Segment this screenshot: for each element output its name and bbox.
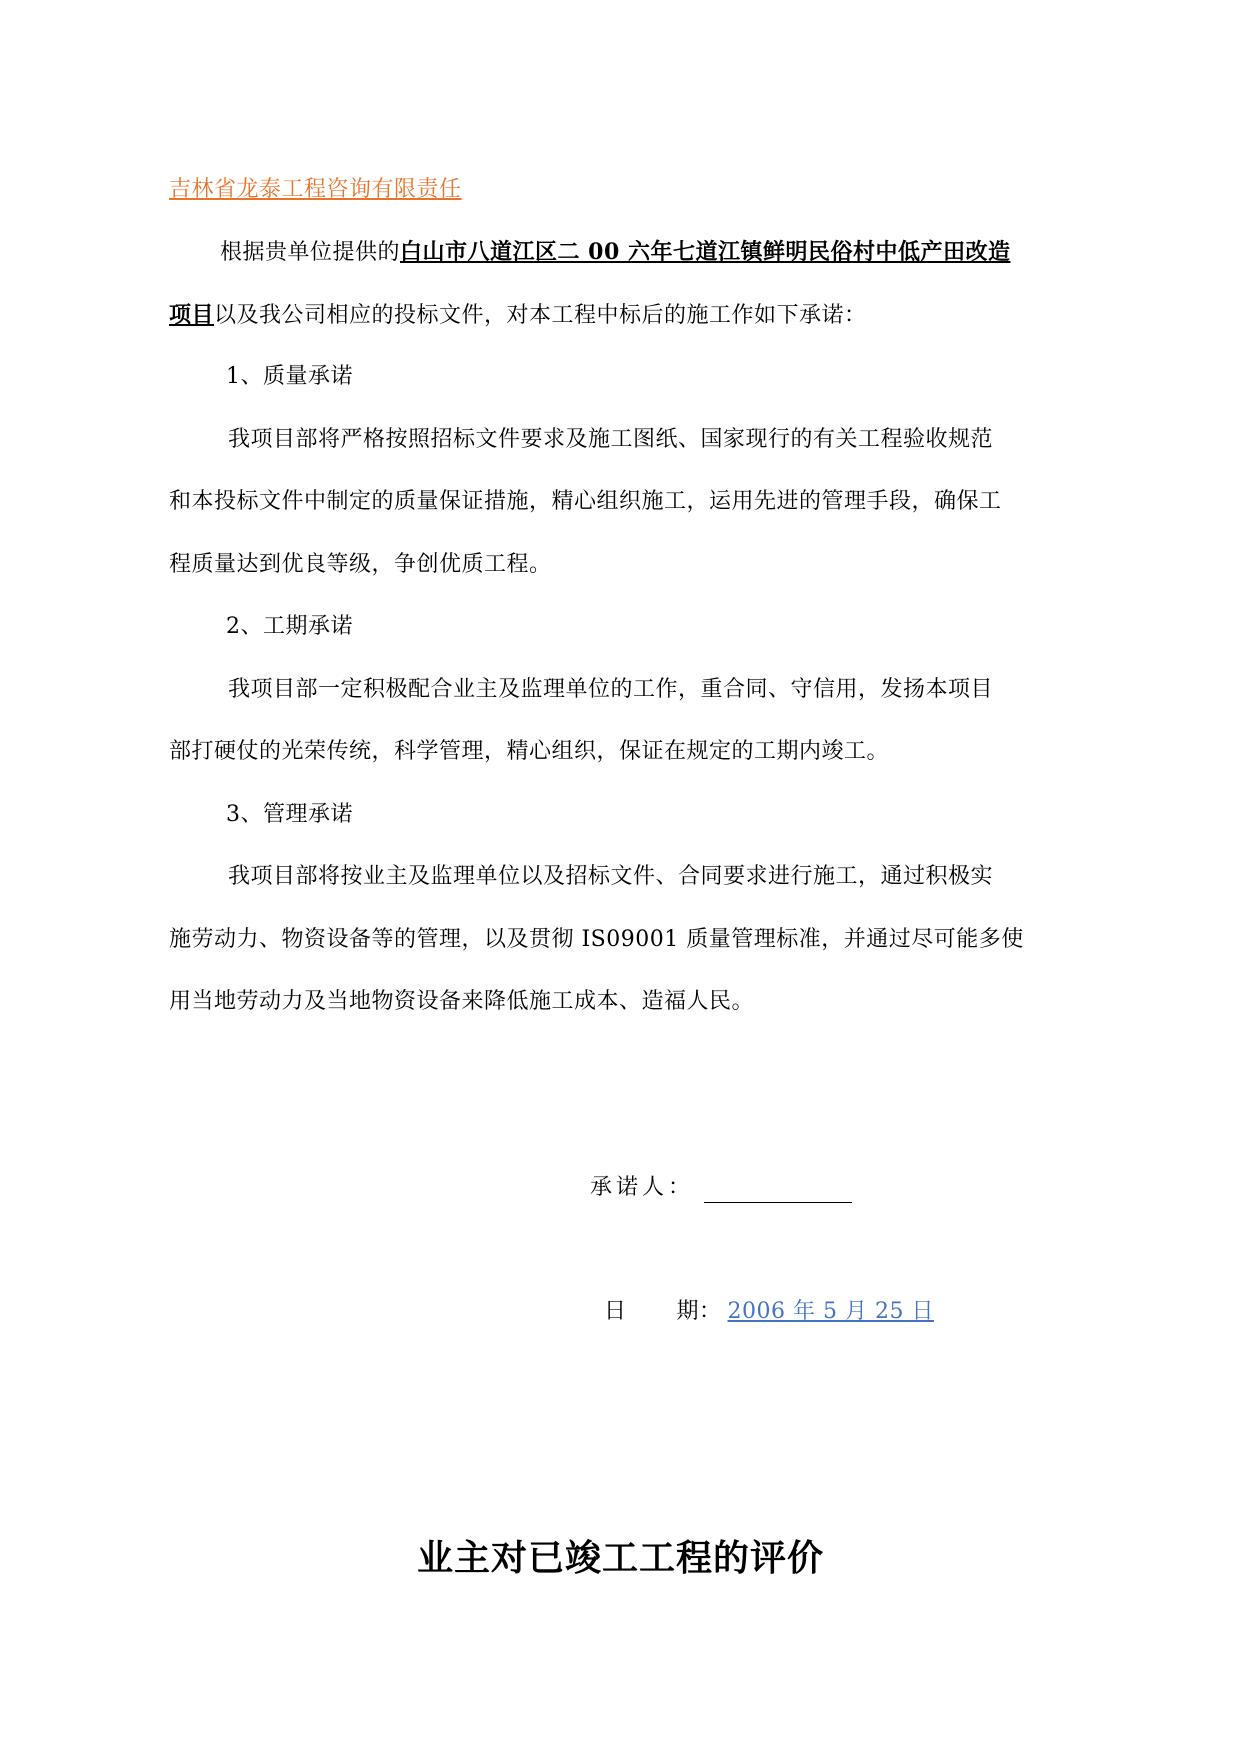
management-text-line: 施劳动力、物资设备等的管理，以及贯彻 IS09001 质量管理标准，并通过尽可能多使 — [169, 927, 1024, 952]
schedule-text-line: 部打硬仗的光荣传统，科学管理，精心组织，保证在规定的工期内竣工。 — [169, 739, 890, 764]
addressee-underline-pad — [462, 175, 496, 205]
schedule-text-line: 我项目部一定积极配合业主及监理单位的工作，重合同、守信用，发扬本项目 — [228, 677, 994, 702]
management-text-line: 我项目部将按业主及监理单位以及招标文件、合同要求进行施工，通过积极实 — [228, 864, 994, 889]
section-heading-quality: 1、质量承诺 — [226, 364, 353, 389]
addressee-line — [169, 175, 496, 205]
signature-row — [590, 1173, 852, 1203]
date-label-left: 日 — [604, 1299, 627, 1324]
project-name-part-2: 项目 — [169, 302, 215, 328]
addressee-name: 吉林省龙泰工程咨询有限责任 — [169, 177, 462, 202]
quality-text-line: 程质量达到优良等级，争创优质工程。 — [169, 552, 552, 577]
quality-text-line: 和本投标文件中制定的质量保证措施，精心组织施工，运用先进的管理手段，确保工 — [169, 489, 1002, 514]
intro-line-2 — [169, 300, 867, 331]
signature-blank-line — [704, 1176, 852, 1203]
project-name-part-1: 白山市八道江区二 00 六年七道江镇鲜明民俗村中低产田改造 — [400, 239, 1011, 265]
intro-prefix: 根据贵单位提供的 — [220, 240, 401, 265]
intro-line-1 — [220, 237, 1010, 268]
section-heading-schedule: 2、工期承诺 — [226, 614, 353, 639]
intro-suffix: 以及我公司相应的投标文件，对本工程中标后的施工作如下承诺： — [214, 303, 867, 328]
date-row — [604, 1297, 934, 1327]
management-text-line: 用当地劳动力及当地物资设备来降低施工成本、造福人民。 — [169, 989, 755, 1014]
date-value: 2006 年 5 月 25 日 — [727, 1299, 934, 1324]
section-title: 业主对已竣工工程的评价 — [416, 1538, 824, 1579]
quality-text-line: 我项目部将严格按照招标文件要求及施工图纸、国家现行的有关工程验收规范 — [228, 427, 994, 452]
date-label-right: 期： — [676, 1299, 722, 1324]
signature-label: 承诺人： — [590, 1175, 695, 1200]
section-heading-management: 3、管理承诺 — [226, 802, 353, 827]
